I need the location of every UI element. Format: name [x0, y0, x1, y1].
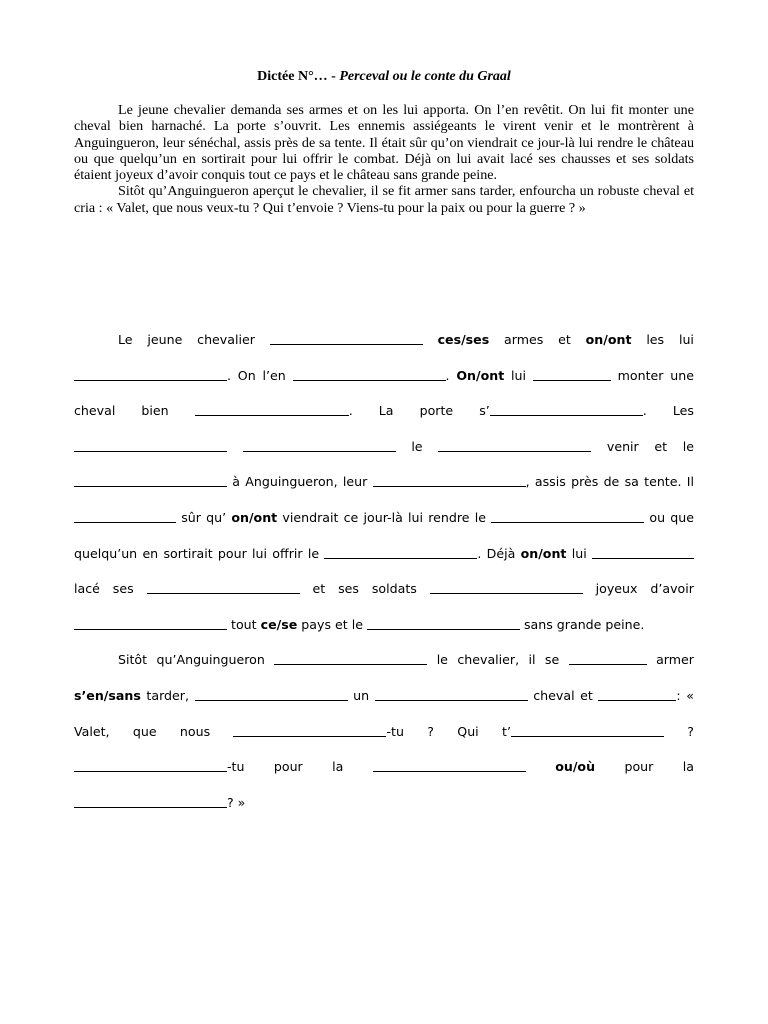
- exercise-text: . On l’en: [227, 367, 286, 383]
- exercise-text: pays et le: [301, 616, 363, 632]
- exercise-text: armer: [656, 652, 694, 668]
- blank-field[interactable]: [438, 438, 591, 452]
- text-paragraph-1: Le jeune chevalier demanda ses armes et on les lui apporta. On l’en revêtit. On lui fit monter une cheval bien harnaché. La porte s’ouvrit. Les ennemis assiégeants le virent venir et le montrèrent à Anguingueron, leur sénéchal, assis près de sa tente. Il était sûr qu’on viendrait ce jour-là lui rendre le château ou que quelqu’un en sortirait pour lui offrir le combat. Déjà on lui avait lacé ses chausses et ses soldats étaient joyeux d’avoir conquis tout ce pays et le château sans grande peine.: [74, 102, 694, 184]
- exercise-text: et ses soldats: [312, 581, 417, 597]
- blank-field[interactable]: [490, 402, 643, 416]
- blank-field[interactable]: [367, 616, 520, 630]
- exercise-text: un: [353, 687, 370, 703]
- page-title: [0, 68, 768, 86]
- blank-field[interactable]: [533, 367, 611, 381]
- exercise-text: cheval et: [533, 687, 593, 703]
- blank-field[interactable]: [511, 723, 664, 737]
- blank-field[interactable]: [293, 367, 446, 381]
- exercise-text: venir et le: [606, 438, 694, 454]
- exercise-text: . Déjà: [477, 545, 516, 561]
- choice-word: on/ont: [585, 332, 632, 347]
- blank-field[interactable]: [74, 509, 176, 523]
- blank-field[interactable]: [270, 331, 423, 345]
- blank-field[interactable]: [74, 794, 227, 808]
- exercise-text: ? »: [227, 794, 246, 810]
- blank-field[interactable]: [373, 758, 526, 772]
- blank-field[interactable]: [430, 580, 583, 594]
- exercise-text: sûr qu’: [181, 509, 227, 525]
- exercise-text: à Anguingueron, leur: [232, 474, 368, 490]
- exercise-text: lui: [571, 545, 587, 561]
- blank-field[interactable]: [373, 473, 526, 487]
- blank-field[interactable]: [74, 616, 227, 630]
- exercise-text: monter une cheval bien: [74, 367, 694, 419]
- blank-field[interactable]: [233, 723, 386, 737]
- choice-word: on/ont: [520, 545, 567, 561]
- blank-field[interactable]: [147, 580, 300, 594]
- blank-field[interactable]: [74, 367, 227, 381]
- exercise-text: .: [445, 367, 450, 383]
- blank-field[interactable]: [274, 651, 427, 665]
- exercise-text: :: [676, 687, 681, 703]
- title-subtitle: Perceval ou le conte du Graal: [339, 69, 511, 84]
- exercise-text: le chevalier, il se: [436, 652, 560, 668]
- blank-field[interactable]: [598, 687, 676, 701]
- blank-field[interactable]: [195, 402, 349, 416]
- blank-field[interactable]: [592, 545, 694, 559]
- exercise-text: tout: [231, 616, 257, 632]
- exercise-text: , assis près de sa tente. Il: [525, 474, 694, 490]
- exercise-text: joyeux d’avoir: [595, 581, 694, 597]
- blank-field[interactable]: [491, 509, 644, 523]
- exercise-text: sans grande peine.: [523, 616, 645, 632]
- exercise-text: -tu ? Qui t’: [386, 723, 511, 739]
- blank-field[interactable]: [324, 545, 477, 559]
- blank-field[interactable]: [195, 687, 348, 701]
- exercise-text: pour la: [624, 759, 694, 775]
- blank-field[interactable]: [74, 758, 227, 772]
- exercise-text: lui: [511, 367, 527, 383]
- choice-word: ces/ses: [437, 332, 490, 347]
- choice-word: s’en/sans: [74, 687, 141, 703]
- choice-word: on/ont: [231, 509, 278, 525]
- exercise-text: . La porte s’: [348, 403, 490, 419]
- exercise-text: armes et: [504, 332, 571, 347]
- choice-word: ou/où: [555, 759, 596, 775]
- exercise-text: Sitôt qu’Anguingueron: [118, 652, 265, 668]
- blank-field[interactable]: [569, 651, 647, 665]
- exercise-text: ou que quelqu’un en sortirait pour lui offrir le: [74, 509, 695, 561]
- exercise-text: tarder,: [146, 687, 189, 703]
- choice-word: On/ont: [456, 367, 505, 383]
- text-paragraph-2: Sitôt qu’Anguingueron aperçut le chevalier, il se fit armer sans tarder, enfourcha un robuste cheval et cria : « Valet, que nous veux-tu ? Qui t’envoie ? Viens-tu pour la paix ou pour la guerre ? »: [74, 183, 694, 216]
- exercise-paragraph-1: [74, 322, 694, 642]
- blank-field[interactable]: [375, 687, 528, 701]
- exercise-text: viendrait ce jour-là lui rendre le: [282, 509, 486, 525]
- exercise-text: lacé ses: [74, 581, 134, 597]
- exercise-text: les lui: [646, 332, 694, 347]
- choice-word: ce/se: [260, 616, 298, 632]
- blank-field[interactable]: [74, 473, 227, 487]
- exercise-text: « Valet, que nous: [74, 687, 694, 739]
- title-prefix: Dictée N°… -: [257, 69, 340, 84]
- dictation-text: [74, 102, 694, 216]
- exercise-text: -tu pour la: [227, 759, 344, 775]
- blank-field[interactable]: [243, 438, 396, 452]
- fill-in-exercise: [74, 322, 694, 820]
- blank-field[interactable]: [74, 438, 227, 452]
- exercise-text: Le jeune chevalier: [118, 332, 255, 347]
- exercise-text: . Les: [642, 403, 694, 419]
- exercise-text: le: [411, 438, 423, 454]
- exercise-text: ?: [687, 723, 694, 739]
- exercise-paragraph-2: [74, 642, 694, 820]
